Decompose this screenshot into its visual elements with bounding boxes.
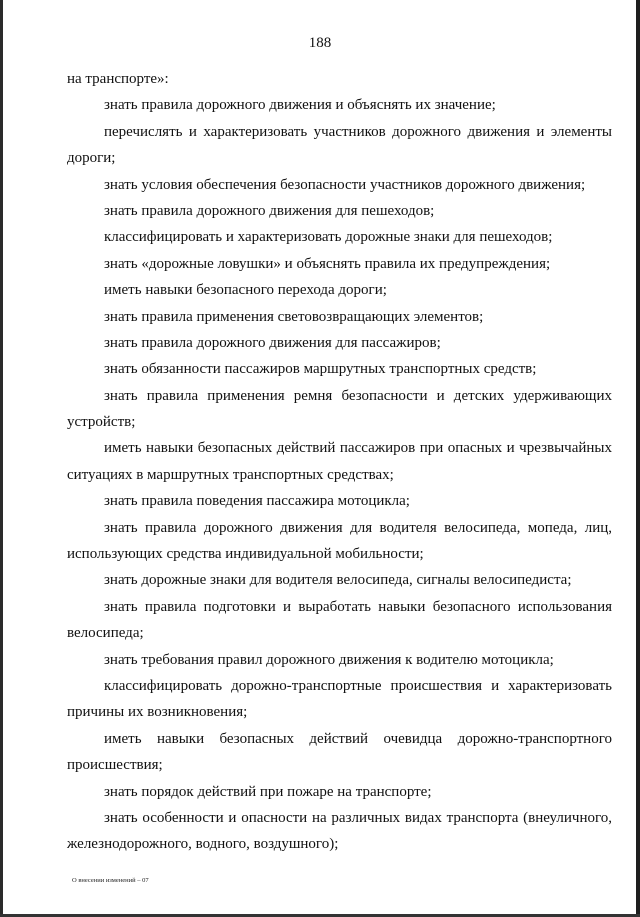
list-item: знать правила подготовки и выработать навыки безопасного использования	[104, 598, 612, 615]
list-item: знать особенности и опасности на различных видах транспорта (внеуличного,	[104, 809, 612, 826]
text-line-continuation: происшествия;	[67, 757, 163, 774]
list-item: знать правила применения ремня безопасности и детских удерживающих	[104, 387, 612, 404]
list-item: иметь навыки безопасного перехода дороги;	[104, 282, 387, 299]
list-item: знать правила поведения пассажира мотоцикла;	[104, 493, 410, 510]
list-item: знать требования правил дорожного движения к водителю мотоцикла;	[104, 651, 554, 668]
list-item: знать «дорожные ловушки» и объяснять правила их предупреждения;	[104, 255, 551, 272]
list-item: иметь навыки безопасных действий очевидца дорожно-транспортного	[104, 730, 612, 747]
text-line-continuation: причины их возникновения;	[67, 704, 248, 721]
list-item: знать правила дорожного движения для пешеходов;	[104, 202, 435, 219]
footer-note: О внесении изменений – 07	[72, 877, 149, 884]
text-line-continuation: дороги;	[67, 150, 116, 167]
list-item: знать условия обеспечения безопасности участников дорожного движения;	[104, 176, 586, 193]
list-item: знать правила дорожного движения для пассажиров;	[104, 334, 441, 351]
text-line-continuation: устройств;	[67, 414, 136, 431]
scan-edge-right	[636, 0, 640, 917]
page-number: 188	[308, 35, 332, 51]
list-item: перечислять и характеризовать участников дорожного движения и элементы	[104, 123, 612, 140]
document-body	[67, 66, 612, 858]
list-item: иметь навыки безопасных действий пассажиров при опасных и чрезвычайных	[104, 440, 612, 457]
text-line-continuation: использующих средства индивидуальной мобильности;	[67, 546, 424, 563]
text-line-continuation: ситуациях в маршрутных транспортных средствах;	[67, 466, 394, 483]
text-line-continuation: железнодорожного, водного, воздушного);	[67, 836, 339, 853]
text-line: на транспорте»:	[67, 71, 169, 87]
text-line-continuation: велосипеда;	[67, 625, 144, 642]
list-item: знать правила дорожного движения и объяснять их значение;	[104, 97, 496, 114]
list-item: знать обязанности пассажиров маршрутных транспортных средств;	[104, 361, 537, 378]
list-item: знать правила дорожного движения для водителя велосипеда, мопеда, лиц,	[104, 519, 612, 536]
list-item: классифицировать дорожно-транспортные происшествия и характеризовать	[104, 677, 612, 694]
list-item: знать порядок действий при пожаре на транспорте;	[104, 783, 432, 800]
list-item: знать дорожные знаки для водителя велосипеда, сигналы велосипедиста;	[104, 572, 572, 589]
scan-edge-left	[0, 0, 3, 917]
list-item: знать правила применения световозвращающих элементов;	[104, 308, 484, 325]
list-item: классифицировать и характеризовать дорожные знаки для пешеходов;	[104, 229, 553, 246]
